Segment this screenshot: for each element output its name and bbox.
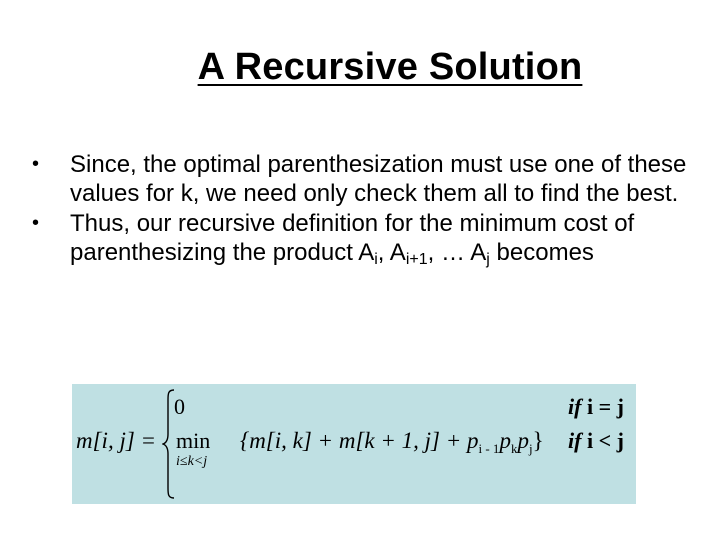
formula-lhs: m[i, j] = bbox=[76, 428, 157, 453]
slide-title: A Recursive Solution bbox=[197, 46, 583, 88]
bullet-marker: • bbox=[32, 212, 40, 234]
bullet-text-1: Since, the optimal parenthesization must use one of these values for k, we need only check them all to find the best. bbox=[70, 151, 687, 207]
subscript-j: j bbox=[486, 251, 490, 268]
bullet-marker: • bbox=[32, 153, 40, 175]
case1-value: 0 bbox=[174, 394, 185, 419]
bullet-list bbox=[32, 150, 692, 268]
case2-condition: if i < j bbox=[568, 428, 624, 453]
case2-min: min bbox=[176, 428, 211, 453]
case2-min-range: i≤k<j bbox=[176, 454, 208, 469]
bullet-text-2-after: becomes bbox=[489, 239, 594, 266]
case2-expression: {m[i, k] + m[k + 1, $j] + p_{i - 1}p_kp_j$} bbox=[240, 428, 544, 456]
bullet-item-1 bbox=[32, 150, 692, 208]
bullet-text-2 bbox=[70, 209, 692, 267]
bullet-text-2-sep1: , A bbox=[377, 239, 406, 266]
recurrence-formula bbox=[72, 384, 636, 504]
subscript-i: i bbox=[374, 251, 378, 268]
bullet-text-2-before: Thus, our recursive definition for the minimum cost of parenthesizing the product A bbox=[70, 210, 635, 266]
bullet-item-2 bbox=[32, 209, 692, 267]
bullet-text-2-sep2: , … A bbox=[427, 239, 487, 266]
case1-condition: if i = j bbox=[568, 394, 624, 419]
subscript-i-plus-1: i+1 bbox=[405, 251, 428, 268]
